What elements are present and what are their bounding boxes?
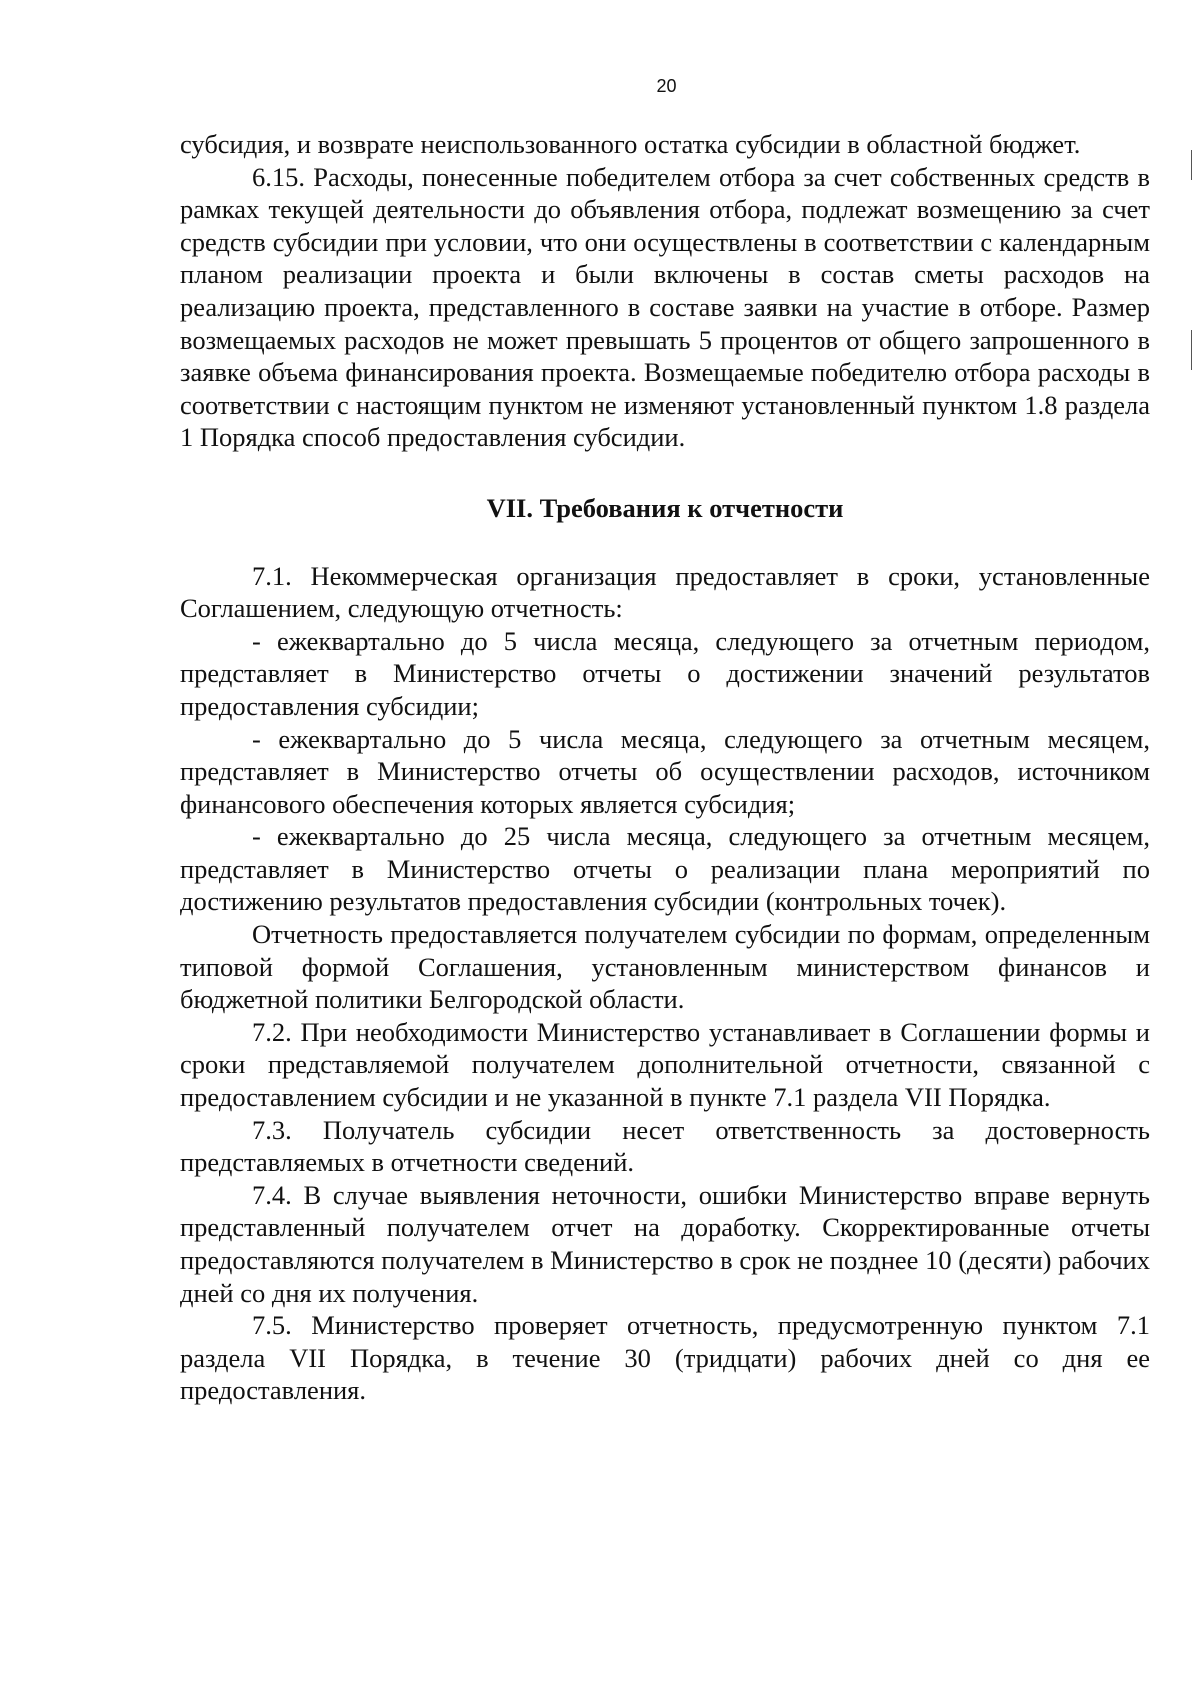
paragraph-continuation: субсидия, и возврате неиспользованного остатка субсидии в областной бюджет. [180, 129, 1081, 159]
document-body [180, 128, 1150, 1407]
paragraph-7-2: 7.2. При необходимости Министерство устанавливает в Соглашении формы и сроки представляемой получателем дополнительной отчетности, связанной с предоставлением субсидии и не указанной в пункте 7.1 раздела VII Порядка. [180, 1016, 1150, 1113]
paragraph-7-1: 7.1. Некоммерческая организация предоставляет в сроки, установленные Соглашением, следующую отчетность: [180, 560, 1150, 624]
list-item-reporting-results: - ежеквартально до 5 числа месяца, следующего за отчетным периодом, представляет в Министерство отчеты о достижении значений результатов предоставления субсидии; [180, 625, 1150, 721]
paragraph-6-15: 6.15. Расходы, понесенные победителем отбора за счет собственных средств в рамках текущей деятельности до объявления отбора, подлежат возмещению за счет средств субсидии при условии, что они осуществлены в соответствии с календарным планом реализации проекта и были включены в состав сметы расходов на реализацию проекта, представленного в составе заявки на участие в отборе. Размер возмещаемых расходов не может превышать 5 процентов от общего запрошенного в заявке объема финансирования проекта. Возмещаемые победителю отбора расходы в соответствии с настоящим пунктом не изменяют установленный пунктом 1.8 раздела 1 Порядка способ предоставления субсидии. [180, 161, 1150, 453]
paragraph-7-3: 7.3. Получатель субсидии несет ответственность за достоверность представляемых в отчетности сведений. [180, 1114, 1150, 1178]
paragraph-reporting-forms: Отчетность предоставляется получателем субсидии по формам, определенным типовой формой Соглашения, установленным министерством финансов и бюджетной политики Белгородской области. [180, 919, 1150, 1015]
paragraph-7-4: 7.4. В случае выявления неточности, ошибки Министерство вправе вернуть представленный получателем отчет на доработку. Скорректированные отчеты предоставляются получателем в Министерство в срок не позднее 10 (десяти) рабочих дней со дня их получения. [180, 1179, 1150, 1308]
paragraph-7-5: 7.5. Министерство проверяет отчетность, предусмотренную пунктом 7.1 раздела VII Порядка, в течение 30 (тридцати) рабочих дней со дня ее предоставления. [180, 1310, 1150, 1406]
scan-edge-mark [1191, 330, 1192, 370]
scan-edge-mark [1191, 150, 1192, 180]
list-item-reporting-expenses: - ежеквартально до 5 числа месяца, следующего за отчетным месяцем, представляет в Министерство отчеты об осуществлении расходов, источником финансового обеспечения которых является субсидия; [180, 723, 1150, 819]
list-item-reporting-plan: - ежеквартально до 25 числа месяца, следующего за отчетным месяцем, представляет в Министерство отчеты о реализации плана мероприятий по достижению результатов предоставления субсидии (контрольных точек). [180, 821, 1150, 917]
page-number: 20 [656, 76, 677, 96]
section-heading: VII. Требования к отчетности [486, 492, 844, 523]
